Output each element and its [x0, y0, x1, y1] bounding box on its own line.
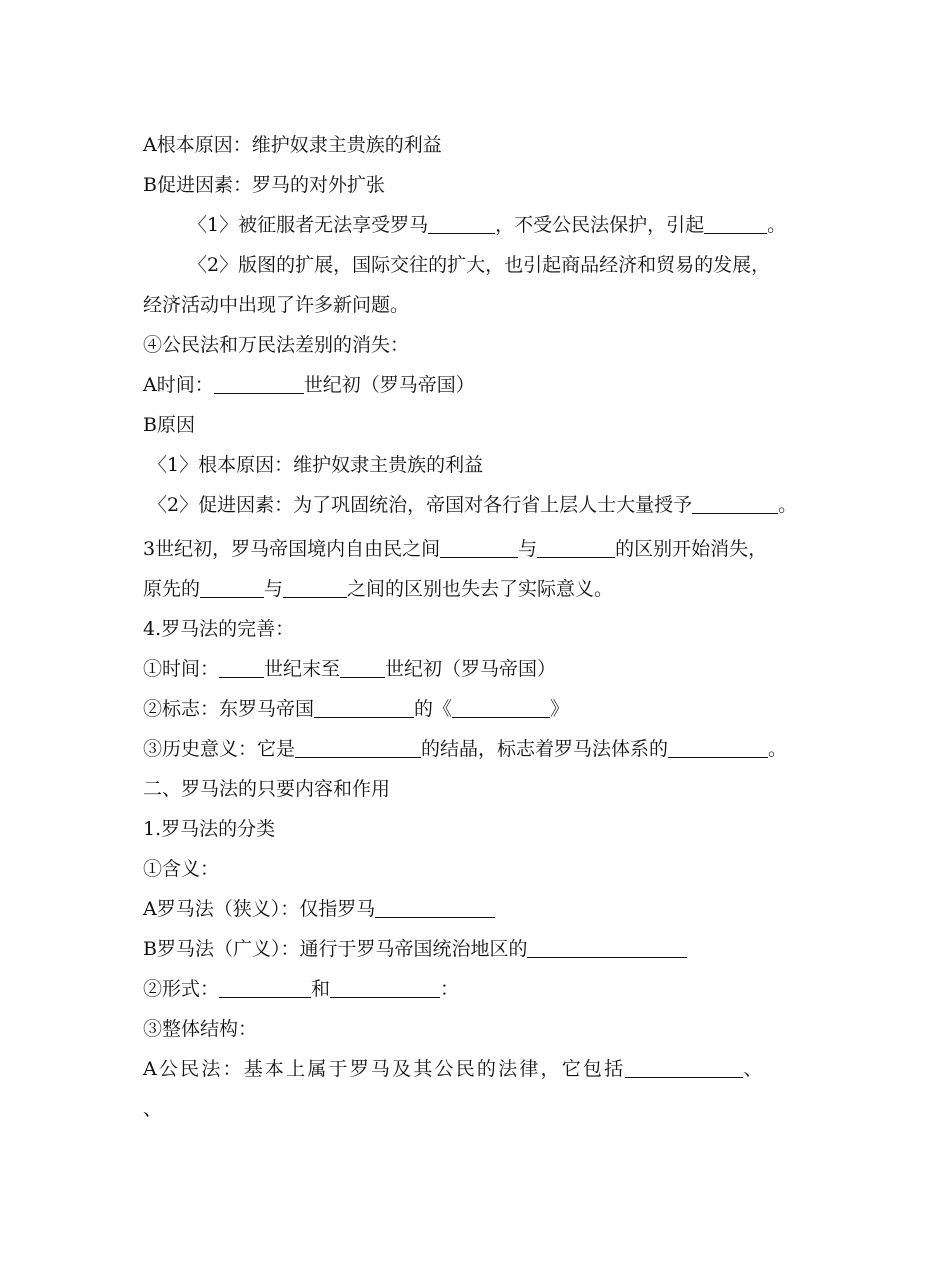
fill-in-blank[interactable]	[527, 938, 687, 958]
text-line	[143, 412, 195, 438]
text-segment: 世纪初（罗马帝国）	[303, 374, 475, 396]
text-segment: ③历史意义：它是	[143, 738, 296, 760]
fill-in-blank[interactable]	[340, 658, 385, 678]
text-segment: 4.罗马法的完善：	[143, 618, 295, 640]
text-line	[143, 816, 275, 842]
text-line	[143, 856, 219, 882]
fill-in-blank[interactable]	[283, 578, 347, 598]
text-line	[143, 1016, 257, 1042]
fill-in-blank[interactable]	[668, 738, 768, 758]
text-segment: ①时间：	[143, 658, 220, 680]
text-segment: 二、罗马法的只要内容和作用	[143, 778, 391, 800]
fill-in-blank[interactable]	[428, 214, 495, 234]
text-line	[143, 936, 687, 962]
fill-in-blank[interactable]	[440, 538, 518, 558]
text-segment: A公民法：基本上属于罗马及其公民的法律，它包括	[143, 1058, 626, 1080]
fill-in-blank[interactable]	[625, 1058, 743, 1078]
text-segment: B原因	[143, 414, 195, 436]
fill-in-blank[interactable]	[200, 578, 264, 598]
text-segment: A罗马法（狭义）：仅指罗马	[143, 898, 376, 920]
text-segment: 〈2〉促进因素：为了巩固统治，帝国对各行省上层人士大量授予	[148, 494, 693, 516]
text-line	[148, 452, 483, 478]
text-segment: 、	[743, 1058, 763, 1080]
text-segment: 、	[143, 1098, 163, 1120]
text-line	[143, 1056, 762, 1082]
text-segment: 〈2〉版图的扩展，国际交往的扩大，也引起商品经济和贸易的发展，	[188, 254, 771, 276]
text-segment: ④公民法和万民法差别的消失：	[143, 334, 410, 356]
text-line	[143, 656, 556, 682]
text-line	[143, 696, 569, 722]
text-segment: B罗马法（广义）：通行于罗马帝国统治地区的	[143, 938, 528, 960]
text-segment: 与	[518, 538, 538, 560]
text-segment: 与	[264, 578, 284, 600]
text-segment: ②标志：东罗马帝国	[143, 698, 315, 720]
text-line	[143, 132, 442, 158]
fill-in-blank[interactable]	[214, 374, 304, 394]
fill-in-blank[interactable]	[537, 538, 615, 558]
text-segment: 经济活动中出现了许多新问题。	[143, 294, 410, 316]
fill-in-blank[interactable]	[219, 978, 311, 998]
text-line	[143, 616, 294, 642]
text-segment: 和	[311, 978, 331, 1000]
text-segment: 世纪初（罗马帝国）	[385, 658, 557, 680]
text-segment: 1.罗马法的分类	[143, 818, 276, 840]
text-line	[143, 736, 787, 762]
text-line	[188, 252, 770, 278]
text-line	[143, 172, 385, 198]
text-segment: 。	[767, 214, 787, 236]
text-line	[143, 896, 495, 922]
text-segment: 》	[550, 698, 570, 720]
fill-in-blank[interactable]	[314, 698, 414, 718]
text-line	[143, 776, 390, 802]
text-segment: ①含义：	[143, 858, 220, 880]
text-segment: 之间的区别也失去了实际意义。	[347, 578, 614, 600]
text-line	[148, 492, 797, 518]
text-segment: 的区别开始消失，	[615, 538, 768, 560]
text-segment: 。	[778, 494, 798, 516]
text-segment: 的《	[414, 698, 453, 720]
text-segment: 的结晶，标志着罗马法体系的	[421, 738, 669, 760]
text-segment: ③整体结构：	[143, 1018, 258, 1040]
fill-in-blank[interactable]	[452, 698, 550, 718]
text-line	[143, 292, 409, 318]
text-line	[188, 212, 786, 238]
fill-in-blank[interactable]	[375, 898, 495, 918]
text-segment: ：	[440, 978, 460, 1000]
text-line	[143, 976, 459, 1002]
text-line	[143, 1096, 162, 1122]
text-segment: B促进因素：罗马的对外扩张	[143, 174, 385, 196]
text-line	[143, 372, 475, 398]
text-segment: A时间：	[143, 374, 214, 396]
fill-in-blank[interactable]	[704, 214, 767, 234]
text-segment: 〈1〉被征服者无法享受罗马	[188, 214, 429, 236]
text-segment: ，不受公民法保护，引起	[495, 214, 705, 236]
text-segment: 世纪末至	[264, 658, 341, 680]
text-line	[143, 332, 409, 358]
text-segment: 〈1〉根本原因：维护奴隶主贵族的利益	[148, 454, 484, 476]
text-segment: 。	[768, 738, 788, 760]
text-segment: A根本原因：维护奴隶主贵族的利益	[143, 134, 442, 156]
text-segment: ②形式：	[143, 978, 220, 1000]
text-line	[143, 536, 767, 562]
fill-in-blank[interactable]	[219, 658, 264, 678]
text-segment: 原先的	[143, 578, 201, 600]
fill-in-blank[interactable]	[295, 738, 421, 758]
fill-in-blank[interactable]	[330, 978, 440, 998]
fill-in-blank[interactable]	[692, 494, 778, 514]
text-line	[143, 576, 613, 602]
text-segment: 3世纪初，罗马帝国境内自由民之间	[143, 538, 441, 560]
